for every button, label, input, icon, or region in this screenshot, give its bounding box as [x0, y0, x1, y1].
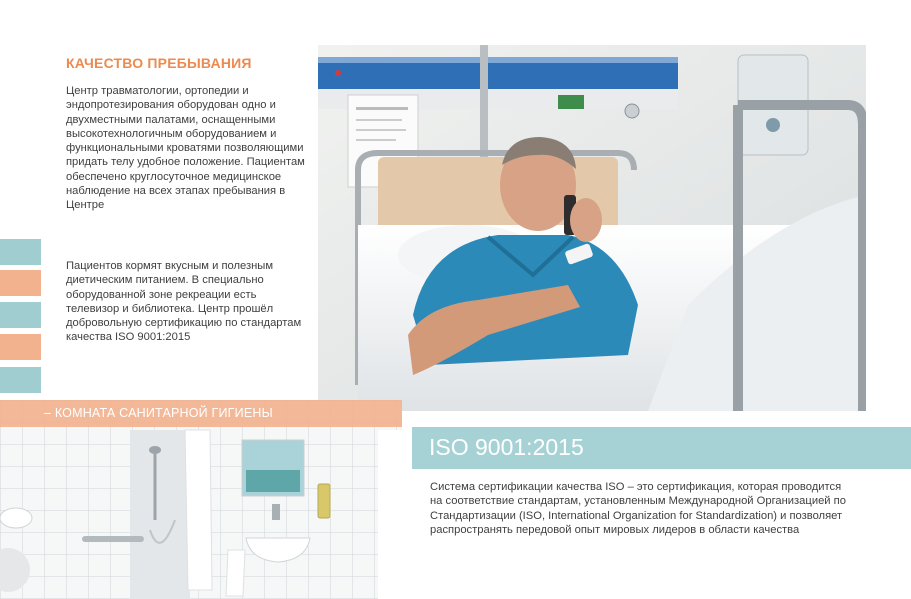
- food-paragraph: Пациентов кормят вкусным и полезным диетическим питанием. В специально оборудованной зоне рекреации есть телевизор и библиотека. Центр прошёл добровольную сертификацию по стандартам качества ISO 9001:2015: [66, 260, 302, 344]
- bathroom-label-banner: [0, 400, 402, 427]
- decor-stripe: [0, 270, 41, 296]
- iso-description: Система сертификации качества ISO – это сертификация, которая проводится на соответствие стандартам, установленным Международной Организацией по Стандартизации (ISO, International Organization for Standardization) и позволяет распространять передовой опыт мировых лидеров в области качества: [430, 481, 846, 536]
- intro-paragraph: Центр травматологии, ортопедии и эндопротезирования оборудован одно и двухместными палатами, оснащенными высокотехнологичным оборудованием и функциональными кроватями позволяющими придать телу удобное положение. Пациентам обеспечено круглосуточное медицинское наблюдение на всех этапах пребывания в Центре: [66, 85, 305, 212]
- hospital-room-photo: [318, 45, 866, 411]
- bathroom-label: – КОМНАТА САНИТАРНОЙ ГИГИЕНЫ: [44, 406, 273, 420]
- bathroom-photo: [0, 400, 402, 599]
- decor-stripe: [0, 239, 41, 265]
- iso-title: ISO 9001:2015: [429, 434, 584, 460]
- decor-stripe: [0, 367, 41, 393]
- decor-stripe: [0, 334, 41, 360]
- iso-banner: [412, 427, 911, 469]
- decor-stripe: [0, 302, 41, 328]
- section-heading: КАЧЕСТВО ПРЕБЫВАНИЯ: [66, 55, 252, 71]
